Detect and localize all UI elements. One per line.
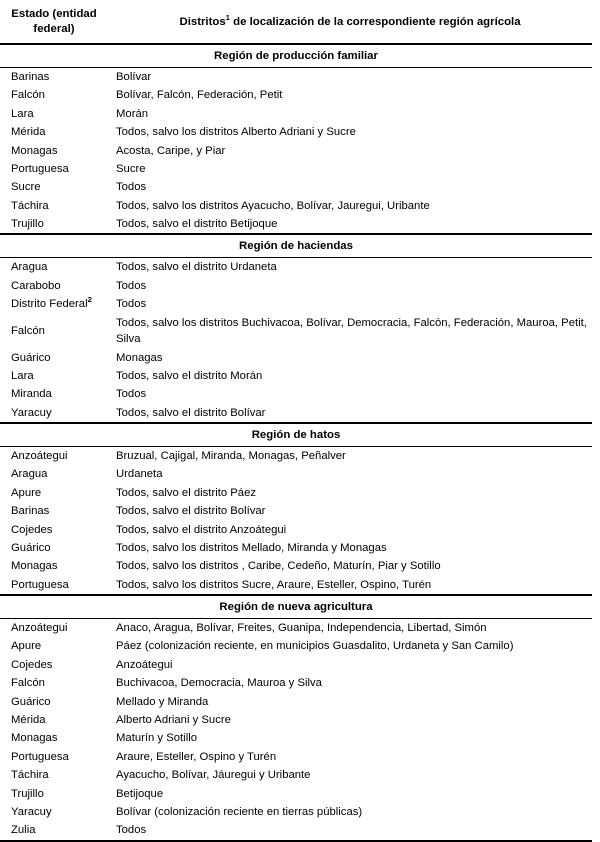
cell-estado bbox=[0, 313, 108, 348]
table-row bbox=[0, 86, 592, 104]
cell-estado bbox=[0, 178, 108, 196]
estado-name: Guárico bbox=[11, 695, 51, 708]
cell-estado bbox=[0, 618, 108, 637]
estado-name: Táchira bbox=[11, 199, 49, 212]
estado-name: Barinas bbox=[11, 505, 50, 518]
estado-name: Mérida bbox=[11, 126, 46, 139]
table-header bbox=[0, 0, 592, 44]
table-row bbox=[0, 141, 592, 159]
table-row bbox=[0, 404, 592, 423]
cell-estado bbox=[0, 465, 108, 483]
cell-distritos: Ayacucho, Bolívar, Jáuregui y Uribante bbox=[116, 769, 311, 782]
table-row bbox=[0, 313, 592, 348]
estado-name: Distrito Federal bbox=[11, 298, 88, 311]
cell-estado bbox=[0, 821, 108, 840]
table-row bbox=[0, 67, 592, 86]
cell-distritos: Páez (colonización reciente, en municipios Guasdalito, Urdaneta y San Camilo) bbox=[116, 640, 514, 653]
table-row bbox=[0, 766, 592, 784]
table-row bbox=[0, 160, 592, 178]
estado-name: Cojedes bbox=[11, 658, 53, 671]
cell-distritos: Morán bbox=[116, 107, 149, 120]
estado-name: Barinas bbox=[11, 70, 50, 83]
table-row bbox=[0, 484, 592, 502]
table-row bbox=[0, 502, 592, 520]
estado-name: Lara bbox=[11, 107, 34, 120]
column-header-distritos-suffix: de localización de la correspondiente región agrícola bbox=[229, 15, 521, 28]
cell-estado bbox=[0, 502, 108, 520]
footnote-marker-2: 2 bbox=[87, 295, 92, 305]
estado-name: Mérida bbox=[11, 713, 46, 726]
column-header-estado bbox=[0, 0, 108, 44]
cell-distritos: Todos bbox=[116, 181, 147, 194]
estado-name: Zulia bbox=[11, 824, 36, 837]
table-row bbox=[0, 803, 592, 821]
cell-estado bbox=[0, 295, 108, 313]
cell-estado bbox=[0, 215, 108, 234]
table-row bbox=[0, 277, 592, 295]
estado-name: Falcón bbox=[11, 324, 45, 337]
cell-distritos: Monagas bbox=[116, 351, 163, 364]
cell-distritos: Mellado y Miranda bbox=[116, 695, 209, 708]
section-title: Región de hatos bbox=[0, 423, 592, 446]
table-row bbox=[0, 348, 592, 366]
cell-estado bbox=[0, 637, 108, 655]
table-row bbox=[0, 784, 592, 802]
estado-name: Apure bbox=[11, 486, 42, 499]
estado-name: Yaracuy bbox=[11, 406, 52, 419]
estado-name: Trujillo bbox=[11, 218, 44, 231]
cell-estado bbox=[0, 576, 108, 595]
estado-name: Aragua bbox=[11, 261, 48, 274]
cell-distritos: Todos, salvo el distrito Páez bbox=[116, 486, 257, 499]
cell-estado bbox=[0, 348, 108, 366]
cell-estado bbox=[0, 729, 108, 747]
estado-name: Monagas bbox=[11, 144, 58, 157]
header-row bbox=[0, 0, 592, 44]
cell-estado bbox=[0, 784, 108, 802]
column-header-estado-line1: Estado (entidad bbox=[11, 8, 97, 20]
estado-name: Portuguesa bbox=[11, 163, 69, 175]
table-row bbox=[0, 258, 592, 277]
estado-name: Monagas bbox=[11, 560, 58, 573]
estado-name: Miranda bbox=[11, 388, 52, 401]
cell-distritos: Bolívar, Falcón, Federación, Petit bbox=[116, 89, 283, 102]
estado-name: Cojedes bbox=[11, 523, 53, 536]
cell-estado bbox=[0, 160, 108, 178]
column-header-distritos-text: Distritos bbox=[179, 15, 226, 28]
cell-estado bbox=[0, 484, 108, 502]
estado-name: Anzoátegui bbox=[11, 621, 68, 634]
cell-distritos: Todos, salvo los distritos Alberto Adriani y Sucre bbox=[116, 126, 356, 139]
section-title: Región de nueva agricultura bbox=[0, 595, 592, 618]
cell-estado bbox=[0, 123, 108, 141]
cell-estado bbox=[0, 711, 108, 729]
cell-distritos: Betijoque bbox=[116, 787, 164, 800]
cell-estado bbox=[0, 86, 108, 104]
cell-distritos: Anaco, Aragua, Bolívar, Freites, Guanipa, Independencia, Libertad, Simón bbox=[116, 621, 487, 634]
section-header-row bbox=[0, 595, 592, 618]
estado-name: Monagas bbox=[11, 732, 58, 745]
cell-distritos: Araure, Esteller, Ospino y Turén bbox=[116, 750, 277, 763]
cell-distritos: Urdaneta bbox=[116, 468, 163, 481]
estado-name: Yaracuy bbox=[11, 805, 52, 818]
cell-estado bbox=[0, 197, 108, 215]
table-row bbox=[0, 215, 592, 234]
cell-distritos: Bruzual, Cajigal, Miranda, Monagas, Peñalver bbox=[116, 449, 346, 462]
cell-distritos: Acosta, Caripe, y Piar bbox=[116, 144, 226, 157]
section-title: Región de producción familiar bbox=[0, 44, 592, 67]
section-header-row bbox=[0, 234, 592, 257]
table-row bbox=[0, 520, 592, 538]
cell-estado bbox=[0, 67, 108, 86]
cell-distritos: Todos, salvo los distritos Buchivacoa, Bolívar, Democracia, Falcón, Federación, Mauroa, Petit, Silva bbox=[116, 316, 587, 345]
estado-name: Portuguesa bbox=[11, 750, 69, 763]
estado-name: Guárico bbox=[11, 542, 51, 554]
estado-name: Apure bbox=[11, 640, 42, 653]
cell-estado bbox=[0, 105, 108, 123]
table-row bbox=[0, 618, 592, 637]
estado-name: Lara bbox=[11, 370, 34, 383]
cell-distritos: Todos bbox=[116, 279, 147, 292]
table-row bbox=[0, 446, 592, 465]
estado-name: Portuguesa bbox=[11, 578, 69, 591]
table-row bbox=[0, 748, 592, 766]
footnote-marker-1: 1 bbox=[225, 13, 230, 23]
table-row bbox=[0, 576, 592, 595]
cell-estado bbox=[0, 803, 108, 821]
cell-estado bbox=[0, 367, 108, 385]
estado-name: Falcón bbox=[11, 677, 45, 690]
estado-name: Aragua bbox=[11, 468, 48, 481]
cell-distritos: Alberto Adriani y Sucre bbox=[116, 713, 231, 726]
cell-distritos: Todos, salvo el distrito Urdaneta bbox=[116, 261, 277, 274]
estado-name: Guárico bbox=[11, 351, 51, 364]
table-row bbox=[0, 729, 592, 747]
cell-distritos: Buchivacoa, Democracia, Mauroa y Silva bbox=[116, 677, 322, 690]
cell-estado bbox=[0, 258, 108, 277]
table-row bbox=[0, 178, 592, 196]
cell-distritos: Todos bbox=[116, 298, 147, 311]
table-row bbox=[0, 105, 592, 123]
cell-estado bbox=[0, 656, 108, 674]
table-row bbox=[0, 385, 592, 403]
estado-name: Táchira bbox=[11, 769, 49, 782]
table-row bbox=[0, 637, 592, 655]
cell-estado bbox=[0, 141, 108, 159]
table-row bbox=[0, 557, 592, 575]
estado-name: Carabobo bbox=[11, 279, 61, 292]
cell-distritos: Todos, salvo el distrito Morán bbox=[116, 370, 263, 383]
estado-name: Sucre bbox=[11, 181, 41, 194]
table-footer-rule bbox=[0, 841, 592, 842]
cell-estado bbox=[0, 385, 108, 403]
section-title: Región de haciendas bbox=[0, 234, 592, 257]
table-row bbox=[0, 539, 592, 557]
bottom-rule bbox=[0, 841, 592, 842]
table-row bbox=[0, 692, 592, 710]
estado-name: Falcón bbox=[11, 89, 45, 102]
cell-distritos: Todos, salvo los distritos Ayacucho, Bolívar, Jauregui, Uribante bbox=[116, 199, 430, 212]
cell-estado bbox=[0, 748, 108, 766]
column-header-estado-line2: federal) bbox=[33, 23, 75, 36]
cell-distritos: Todos, salvo los distritos , Caribe, Cedeño, Maturín, Piar y Sotillo bbox=[116, 560, 441, 573]
section-header-row bbox=[0, 423, 592, 446]
cell-distritos: Todos, salvo el distrito Anzoátegui bbox=[116, 523, 287, 536]
cell-distritos: Todos, salvo los distritos Sucre, Araure, Esteller, Ospino, Turén bbox=[116, 578, 432, 591]
estado-name: Anzoátegui bbox=[11, 449, 68, 462]
table-row bbox=[0, 711, 592, 729]
cell-distritos: Todos, salvo el distrito Bolívar bbox=[116, 406, 266, 419]
cell-distritos: Sucre bbox=[116, 163, 146, 175]
table-row bbox=[0, 674, 592, 692]
table-row bbox=[0, 123, 592, 141]
cell-distritos: Todos, salvo el distrito Bolívar bbox=[116, 505, 266, 518]
cell-estado bbox=[0, 674, 108, 692]
table-row bbox=[0, 821, 592, 840]
cell-distritos: Maturín y Sotillo bbox=[116, 732, 197, 745]
column-header-distritos bbox=[108, 0, 592, 44]
table-row bbox=[0, 367, 592, 385]
cell-distritos: Todos bbox=[116, 388, 147, 401]
cell-distritos: Todos bbox=[116, 824, 147, 837]
cell-distritos: Bolívar bbox=[116, 70, 152, 83]
cell-estado bbox=[0, 277, 108, 295]
cell-estado bbox=[0, 404, 108, 423]
table-row bbox=[0, 656, 592, 674]
table-row bbox=[0, 295, 592, 313]
table-row bbox=[0, 197, 592, 215]
cell-estado bbox=[0, 520, 108, 538]
cell-estado bbox=[0, 557, 108, 575]
section-header-row bbox=[0, 44, 592, 67]
cell-distritos: Todos, salvo los distritos Mellado, Miranda y Monagas bbox=[116, 542, 387, 554]
cell-distritos: Todos, salvo el distrito Betijoque bbox=[116, 218, 278, 231]
cell-estado bbox=[0, 766, 108, 784]
cell-distritos: Anzoátegui bbox=[116, 658, 173, 671]
table-row bbox=[0, 465, 592, 483]
cell-estado bbox=[0, 692, 108, 710]
estado-name: Trujillo bbox=[11, 787, 44, 800]
cell-distritos: Bolívar (colonización reciente en tierras públicas) bbox=[116, 805, 363, 818]
cell-estado bbox=[0, 446, 108, 465]
table-body bbox=[0, 44, 592, 841]
bottom-rule-row bbox=[0, 841, 592, 842]
cell-estado bbox=[0, 539, 108, 557]
